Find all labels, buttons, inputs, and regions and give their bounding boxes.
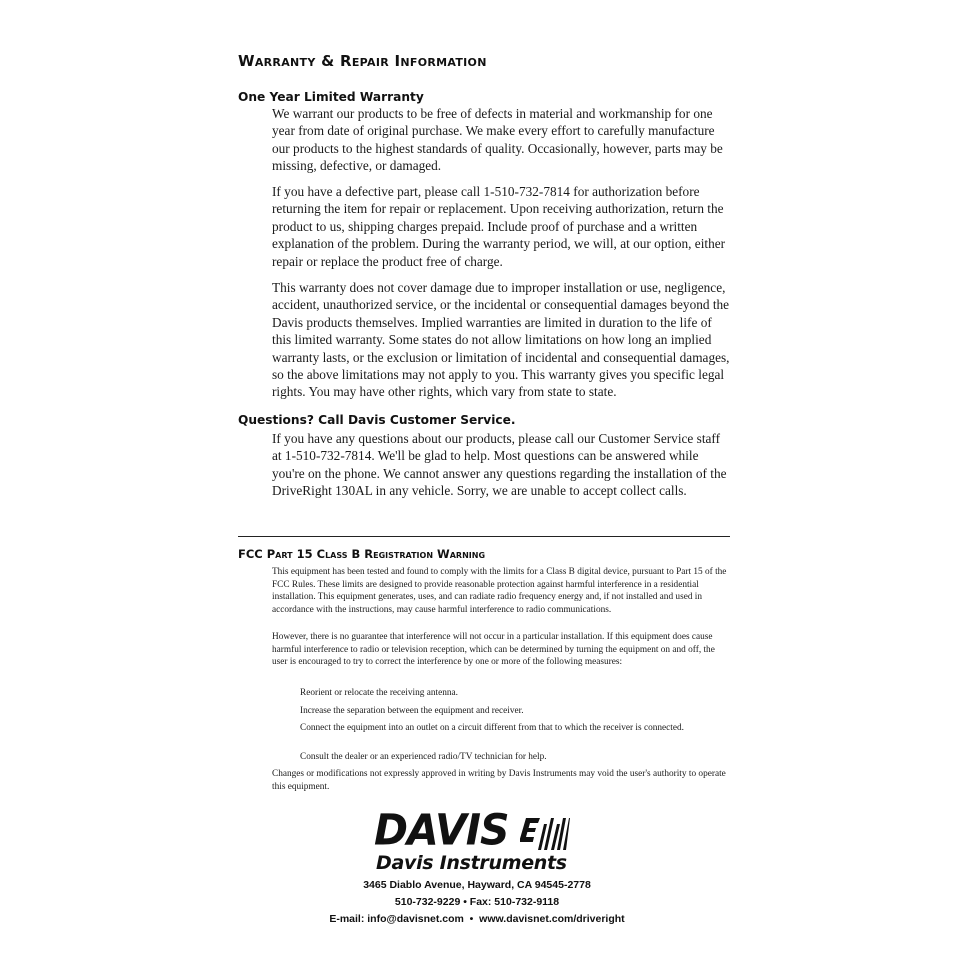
logo-wordmark: DAVIS	[374, 804, 509, 856]
fcc-measure: Consult the dealer or an experienced radio/TV technician for help.	[300, 752, 547, 762]
fcc-measure: Connect the equipment into an outlet on a circuit different from that to which the receiver is connected.	[300, 723, 684, 733]
company-name: Davis Instruments	[376, 852, 567, 874]
warranty-paragraph-3: This warranty does not cover damage due to improper installation or use, negligence, accident, unauthorized service, or the incidental or consequential damages beyond the Davis products themselves. Implied warranties are limited in duration to the life of this limited warranty. Some states do not allow limitations on how long an implied warranty lasts, or the exclusion or limitation of incidental and consequential damages, so the above limitations may not apply to you. This warranty gives you specific legal rights. You may have other rights, which vary from state to state.	[272, 280, 730, 400]
warranty-paragraph-2: If you have a defective part, please call 1-510-732-7814 for authorization before returning the item for repair or replacement. Upon receiving authorization, return the product to us, shipping charges prepaid. Include proof of purchase and a written explanation of the problem. During the warranty period, we will, at our option, either repair or replace the product free of charge.	[272, 184, 726, 269]
fcc-heading: FCC Part 15 Class B Registration Warning	[238, 547, 486, 561]
fcc-paragraph-1: This equipment has been tested and found to comply with the limits for a Class B digital device, pursuant to Part 15 of the FCC Rules. These limits are designed to provide reasonable protection against harmful interference in a residential installation. This equipment generates, uses, and can radiate radio frequency energy and, if not installed and used in accordance with the instructions, may cause harmful interference to radio communications.	[272, 567, 727, 615]
questions-paragraph: If you have any questions about our products, please call our Customer Service staff at 1-510-732-7814. We'll be glad to help. Most questions can be answered while you're on the phone. We cannot answer any questions regarding the installation of the DriveRight 130AL in any vehicle. Sorry, we are unable to accept collect calls.	[272, 431, 727, 499]
company-phone: 510-732-9229 • Fax: 510-732-9118	[394, 896, 560, 908]
page-title: Warranty & Repair Information	[238, 52, 487, 70]
davis-logo	[374, 804, 596, 876]
logo-stripes-icon	[520, 816, 570, 852]
warranty-paragraph-1: We warrant our products to be free of defects in material and workmanship for one year from date of original purchase. We make every effort to carefully manufacture our products to the highest standards of quality. Occasionally, however, parts may be missing, defective, or damaged.	[272, 106, 723, 174]
company-address: 3465 Diablo Avenue, Hayward, CA 94545-2778	[363, 879, 591, 891]
fcc-measure: Reorient or relocate the receiving antenna.	[300, 688, 458, 698]
section-heading-warranty: One Year Limited Warranty	[238, 90, 424, 104]
fcc-closing: Changes or modifications not expressly approved in writing by Davis Instruments may void the user's authority to operate this equipment.	[272, 769, 726, 792]
fcc-paragraph-2: However, there is no guarantee that interference will not occur in a particular installation. If this equipment does cause harmful interference to radio or television reception, which can be determined by turning the equipment on and off, the user is encouraged to try to correct the interference by one or more of the following measures:	[272, 632, 715, 668]
section-heading-questions: Questions? Call Davis Customer Service.	[238, 413, 516, 427]
company-contact: E-mail: info@davisnet.com • www.davisnet.com/driveright	[329, 913, 625, 925]
section-divider	[238, 536, 730, 537]
fcc-measure: Increase the separation between the equipment and receiver.	[300, 706, 524, 716]
